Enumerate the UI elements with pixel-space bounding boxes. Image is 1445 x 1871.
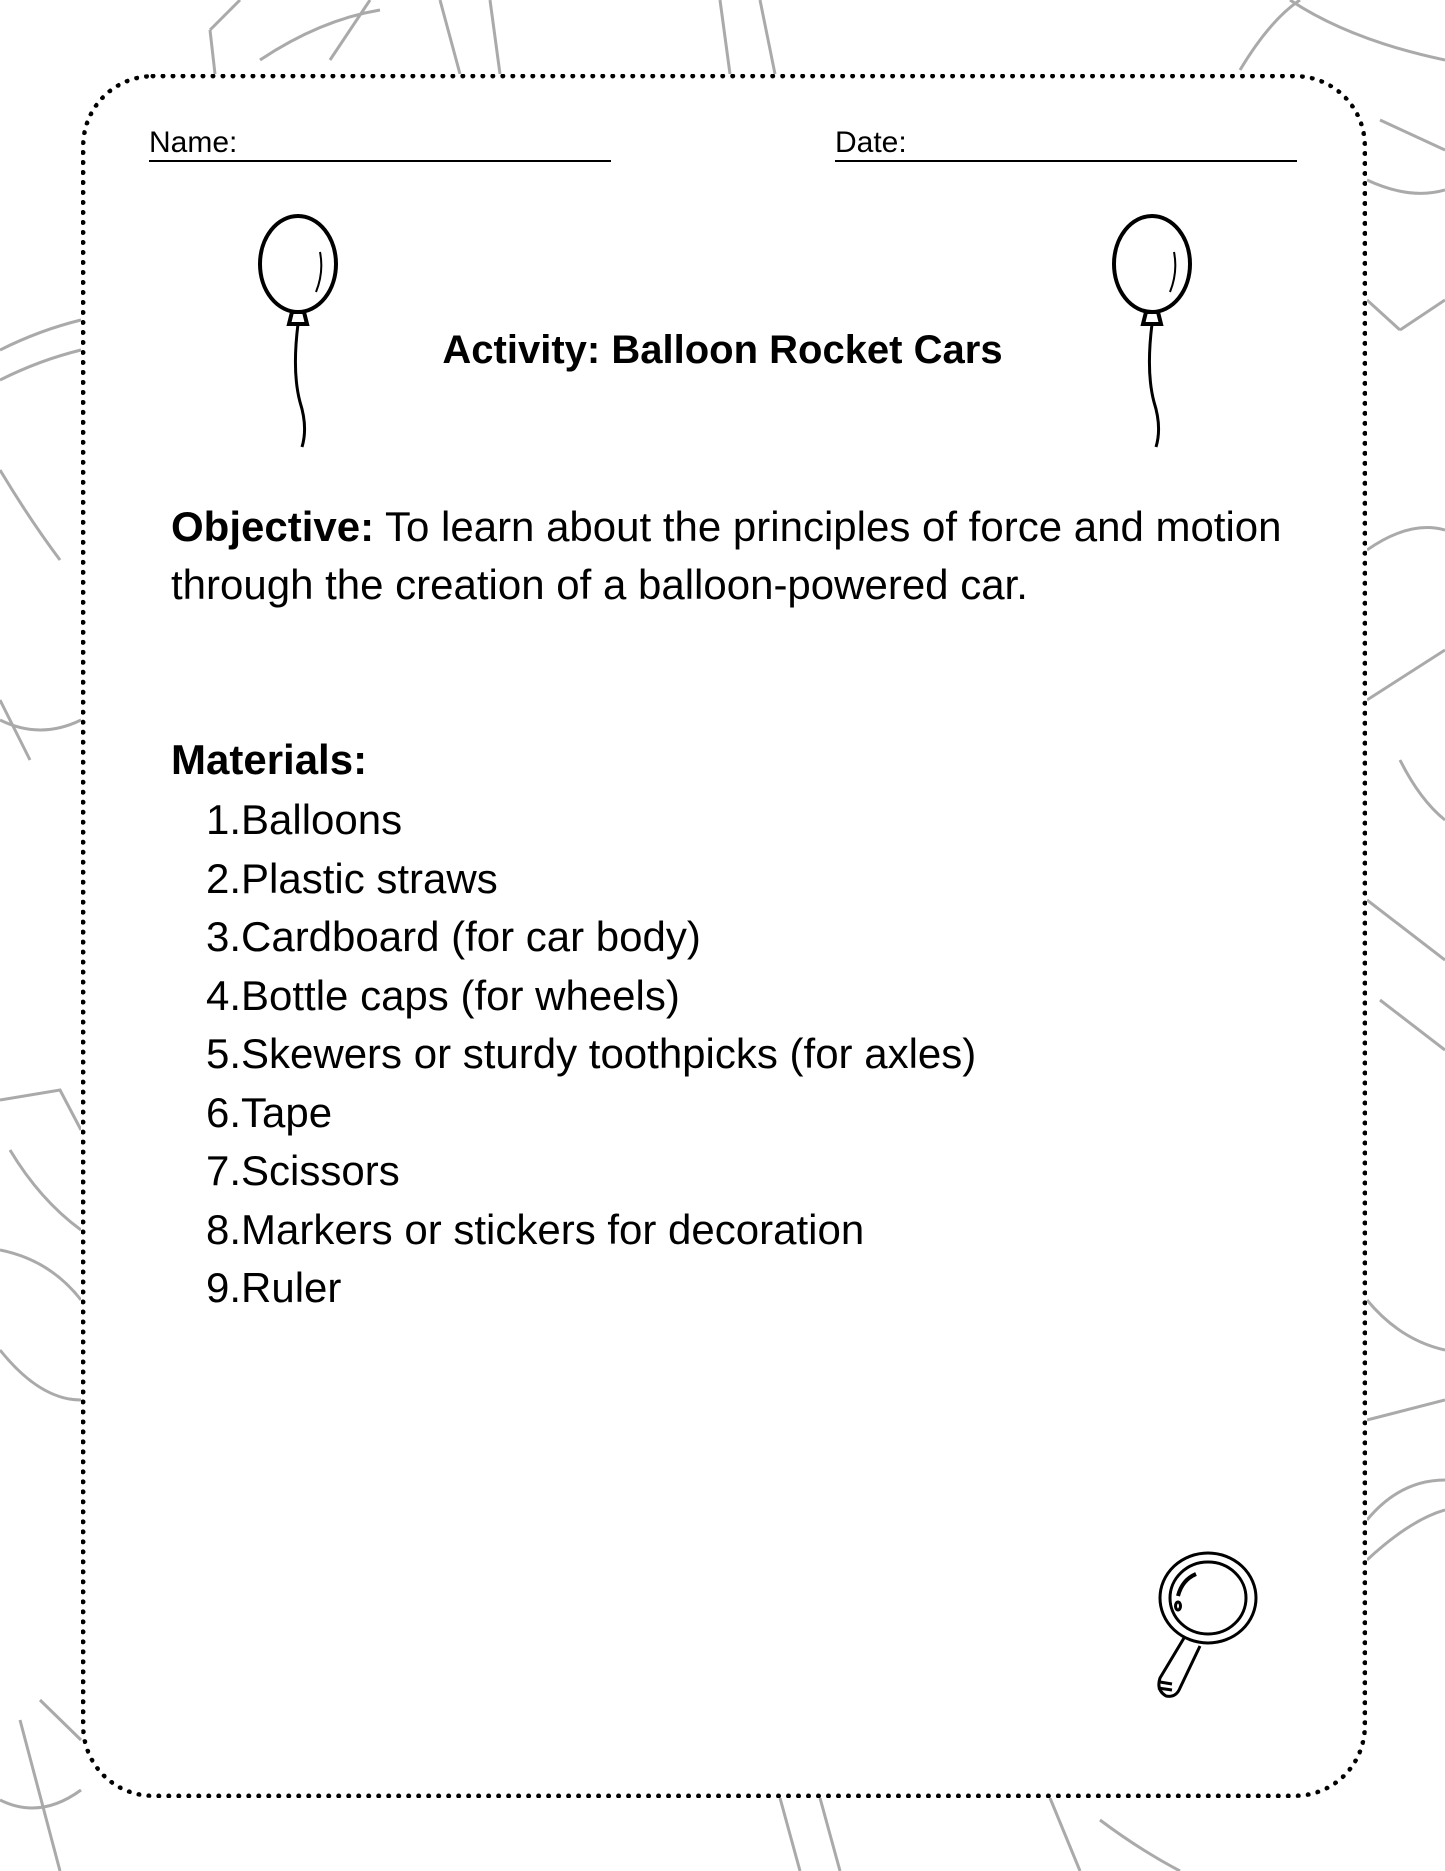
list-item bbox=[171, 1084, 976, 1143]
item-text: Plastic straws bbox=[241, 854, 498, 902]
item-number: 2. bbox=[205, 854, 241, 902]
item-number: 3. bbox=[205, 913, 241, 960]
item-text: Skewers or sturdy toothpicks (for axles) bbox=[241, 1030, 977, 1077]
date-input-line[interactable] bbox=[835, 160, 1297, 162]
item-text: Cardboard (for car body) bbox=[241, 913, 701, 960]
list-item bbox=[171, 1259, 976, 1318]
item-text: Balloons bbox=[241, 796, 403, 843]
item-number: 8. bbox=[205, 1205, 241, 1253]
item-text: Markers or stickers for decoration bbox=[241, 1205, 865, 1253]
list-item bbox=[171, 908, 976, 967]
item-text: Tape bbox=[241, 1088, 333, 1136]
name-label: Name: bbox=[149, 126, 238, 159]
objective-paragraph bbox=[171, 498, 1301, 614]
list-item bbox=[171, 1201, 976, 1260]
date-field[interactable] bbox=[835, 126, 907, 160]
list-item bbox=[171, 850, 976, 909]
date-label: Date: bbox=[835, 126, 907, 159]
name-field[interactable] bbox=[149, 126, 237, 160]
activity-title: Activity: Balloon Rocket Cars bbox=[442, 328, 1003, 372]
item-number: 6. bbox=[205, 1088, 241, 1136]
list-item bbox=[171, 967, 976, 1026]
objective-label: Objective: bbox=[171, 503, 375, 550]
magnifying-glass-icon bbox=[1134, 1550, 1260, 1702]
item-number: 7. bbox=[205, 1147, 241, 1194]
item-number: 1. bbox=[205, 796, 241, 843]
item-text: Bottle caps (for wheels) bbox=[241, 971, 680, 1019]
list-item bbox=[171, 1025, 976, 1084]
list-item bbox=[171, 791, 976, 850]
item-text: Scissors bbox=[241, 1147, 400, 1194]
materials-list bbox=[171, 791, 976, 1318]
item-number: 5. bbox=[205, 1030, 241, 1077]
name-input-line[interactable] bbox=[149, 160, 611, 162]
materials-heading: Materials: bbox=[171, 736, 368, 783]
item-text: Ruler bbox=[241, 1264, 342, 1311]
list-item bbox=[171, 1142, 976, 1201]
item-number: 9. bbox=[205, 1264, 241, 1311]
objective-text: To learn about the principles of force and motion through the creation of a balloon-powered car. bbox=[171, 503, 1282, 608]
item-number: 4. bbox=[205, 971, 241, 1019]
